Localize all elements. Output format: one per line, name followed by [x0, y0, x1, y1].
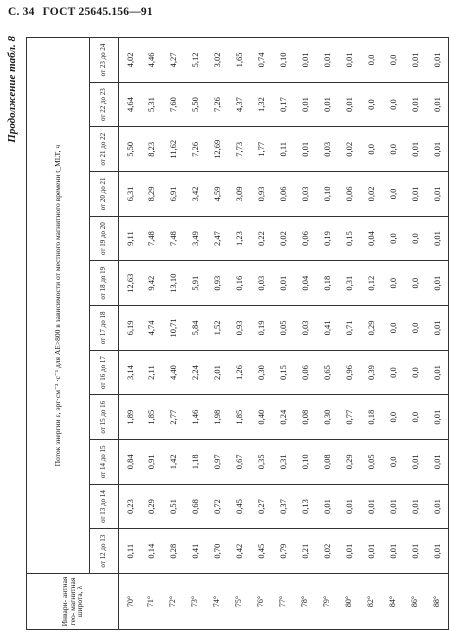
flux-value-cell: 7,48 — [163, 216, 185, 261]
flux-value-cell: 0,77 — [339, 395, 361, 440]
flux-value-cell: 8,23 — [141, 127, 163, 172]
flux-value-cell: 0,01 — [405, 172, 427, 217]
flux-value-cell: 0,84 — [119, 440, 141, 485]
page-header — [8, 6, 153, 18]
flux-value-cell: 0,01 — [427, 38, 449, 83]
flux-value-cell: 0,93 — [251, 172, 273, 217]
flux-value-cell: 0,0 — [383, 306, 405, 351]
table-row — [229, 38, 251, 630]
flux-value-cell: 0,02 — [361, 172, 383, 217]
latitude-cell: 74° — [207, 574, 229, 630]
flux-value-cell: 0,0 — [383, 261, 405, 306]
flux-value-cell: 0,71 — [339, 306, 361, 351]
flux-value-cell: 2,77 — [163, 395, 185, 440]
column-header-row — [90, 38, 119, 630]
flux-value-cell: 0,72 — [207, 484, 229, 529]
column-header: от 20 до 21 — [90, 172, 119, 217]
latitude-cell: 86° — [405, 574, 427, 630]
flux-value-cell: 0,0 — [383, 127, 405, 172]
flux-value-cell: 0,05 — [361, 440, 383, 485]
flux-value-cell: 0,21 — [295, 529, 317, 574]
flux-value-cell: 7,26 — [207, 82, 229, 127]
flux-value-cell: 6,91 — [163, 172, 185, 217]
flux-value-cell: 12,63 — [119, 261, 141, 306]
flux-value-cell: 0,16 — [229, 261, 251, 306]
flux-value-cell: 0,0 — [383, 440, 405, 485]
flux-value-cell: 5,31 — [141, 82, 163, 127]
flux-value-cell: 1,85 — [141, 395, 163, 440]
flux-value-cell: 0,42 — [229, 529, 251, 574]
flux-value-cell: 4,02 — [119, 38, 141, 83]
flux-value-cell: 3,09 — [229, 172, 251, 217]
table-row — [207, 38, 229, 630]
flux-value-cell: 0,01 — [295, 38, 317, 83]
flux-value-cell: 0,04 — [295, 261, 317, 306]
flux-value-cell: 0,97 — [207, 440, 229, 485]
flux-value-cell: 8,29 — [141, 172, 163, 217]
flux-value-cell: 0,0 — [405, 395, 427, 440]
flux-value-cell: 0,01 — [405, 484, 427, 529]
flux-value-cell: 0,30 — [251, 350, 273, 395]
flux-value-cell: 0,10 — [317, 172, 339, 217]
flux-value-cell: 0,01 — [383, 484, 405, 529]
flux-value-cell: 6,19 — [119, 306, 141, 351]
flux-value-cell: 0,01 — [339, 484, 361, 529]
column-header: от 13 до 14 — [90, 484, 119, 529]
flux-value-cell: 0,01 — [405, 82, 427, 127]
flux-value-cell: 0,0 — [383, 82, 405, 127]
flux-value-cell: 0,0 — [405, 216, 427, 261]
flux-value-cell: 0,01 — [317, 38, 339, 83]
flux-value-cell: 0,28 — [163, 529, 185, 574]
flux-value-cell: 0,24 — [273, 395, 295, 440]
flux-value-cell: 0,65 — [317, 350, 339, 395]
flux-value-cell: 0,06 — [273, 172, 295, 217]
flux-value-cell: 0,01 — [427, 261, 449, 306]
flux-value-cell: 2,11 — [141, 350, 163, 395]
column-header: от 12 до 13 — [90, 529, 119, 574]
flux-value-cell: 0,01 — [427, 82, 449, 127]
flux-value-cell: 0,03 — [317, 127, 339, 172]
flux-value-cell: 4,27 — [163, 38, 185, 83]
flux-value-cell: 0,96 — [339, 350, 361, 395]
column-header: от 17 до 18 — [90, 306, 119, 351]
flux-value-cell: 0,13 — [295, 484, 317, 529]
flux-value-cell: 4,64 — [119, 82, 141, 127]
flux-value-cell: 0,22 — [251, 216, 273, 261]
flux-value-cell: 0,01 — [427, 350, 449, 395]
flux-value-cell: 0,01 — [427, 529, 449, 574]
latitude-cell: 79° — [317, 574, 339, 630]
flux-value-cell: 1,26 — [229, 350, 251, 395]
flux-value-cell: 0,93 — [229, 306, 251, 351]
flux-value-cell: 0,01 — [427, 306, 449, 351]
flux-value-cell: 0,08 — [295, 395, 317, 440]
flux-value-cell: 0,01 — [405, 529, 427, 574]
flux-value-cell: 0,79 — [273, 529, 295, 574]
table-row — [141, 38, 163, 630]
table-row — [339, 38, 361, 630]
flux-value-cell: 0,29 — [339, 440, 361, 485]
flux-value-cell: 4,40 — [163, 350, 185, 395]
flux-value-cell: 5,50 — [119, 127, 141, 172]
flux-value-cell: 0,01 — [317, 484, 339, 529]
flux-value-cell: 0,0 — [361, 82, 383, 127]
flux-value-cell: 9,42 — [141, 261, 163, 306]
column-header: от 22 до 23 — [90, 82, 119, 127]
flux-value-cell: 0,06 — [295, 350, 317, 395]
flux-value-cell: 1,42 — [163, 440, 185, 485]
flux-value-cell: 0,03 — [251, 261, 273, 306]
latitude-cell: 77° — [273, 574, 295, 630]
flux-header: Поток энергии ε, эрг·см⁻² ·с⁻¹ для AE>800 в зависимости от местного магнитного времени t_MLT, ч — [27, 38, 90, 574]
flux-value-cell: 1,98 — [207, 395, 229, 440]
flux-value-cell: 0,0 — [405, 350, 427, 395]
flux-value-cell: 0,27 — [251, 484, 273, 529]
latitude-cell: 82° — [361, 574, 383, 630]
flux-value-cell: 0,06 — [295, 216, 317, 261]
flux-value-cell: 0,0 — [361, 127, 383, 172]
column-header: от 15 до 16 — [90, 395, 119, 440]
flux-value-cell: 0,31 — [273, 440, 295, 485]
flux-value-cell: 0,19 — [251, 306, 273, 351]
flux-value-cell: 3,02 — [207, 38, 229, 83]
flux-value-cell: 0,0 — [383, 172, 405, 217]
flux-value-cell: 0,67 — [229, 440, 251, 485]
flux-value-cell: 0,23 — [119, 484, 141, 529]
column-header: от 23 до 24 — [90, 38, 119, 83]
flux-value-cell: 0,74 — [251, 38, 273, 83]
table-row — [185, 38, 207, 630]
flux-value-cell: 7,26 — [185, 127, 207, 172]
flux-value-cell: 0,01 — [427, 484, 449, 529]
flux-value-cell: 0,01 — [317, 82, 339, 127]
flux-value-cell: 6,31 — [119, 172, 141, 217]
flux-value-cell: 0,40 — [251, 395, 273, 440]
flux-value-cell: 0,12 — [361, 261, 383, 306]
flux-value-cell: 0,03 — [295, 306, 317, 351]
flux-value-cell: 1,32 — [251, 82, 273, 127]
flux-value-cell: 5,84 — [185, 306, 207, 351]
flux-value-cell: 5,91 — [185, 261, 207, 306]
flux-value-cell: 0,51 — [163, 484, 185, 529]
flux-value-cell: 0,01 — [361, 529, 383, 574]
flux-value-cell: 0,01 — [383, 529, 405, 574]
flux-value-cell: 0,19 — [317, 216, 339, 261]
flux-value-cell: 4,46 — [141, 38, 163, 83]
flux-value-cell: 0,02 — [317, 529, 339, 574]
flux-value-cell: 1,46 — [185, 395, 207, 440]
table-row — [119, 38, 141, 630]
latitude-cell: 84° — [383, 574, 405, 630]
flux-value-cell: 0,15 — [273, 350, 295, 395]
flux-value-cell: 1,65 — [229, 38, 251, 83]
column-header: от 19 до 20 — [90, 216, 119, 261]
table-row — [273, 38, 295, 630]
flux-value-cell: 0,14 — [141, 529, 163, 574]
latitude-cell: 72° — [163, 574, 185, 630]
latitude-cell: 71° — [141, 574, 163, 630]
flux-value-cell: 0,17 — [273, 82, 295, 127]
flux-value-cell: 0,41 — [185, 529, 207, 574]
flux-value-cell: 0,01 — [427, 172, 449, 217]
flux-value-cell: 0,01 — [427, 440, 449, 485]
column-header: от 16 до 17 — [90, 350, 119, 395]
table-row — [317, 38, 339, 630]
flux-value-cell: 0,01 — [339, 82, 361, 127]
flux-value-cell: 0,29 — [361, 306, 383, 351]
flux-value-cell: 0,03 — [295, 172, 317, 217]
flux-value-cell: 0,05 — [273, 306, 295, 351]
rotated-table-area — [6, 30, 442, 630]
flux-value-cell: 0,01 — [427, 216, 449, 261]
flux-value-cell: 0,01 — [339, 529, 361, 574]
flux-value-cell: 0,01 — [339, 38, 361, 83]
flux-value-cell: 0,11 — [273, 127, 295, 172]
flux-value-cell: 3,42 — [185, 172, 207, 217]
flux-value-cell: 1,77 — [251, 127, 273, 172]
flux-value-cell: 0,0 — [361, 38, 383, 83]
flux-value-cell: 0,02 — [339, 127, 361, 172]
flux-value-cell: 0,41 — [317, 306, 339, 351]
flux-value-cell: 2,24 — [185, 350, 207, 395]
flux-value-cell: 2,01 — [207, 350, 229, 395]
flux-value-cell: 0,45 — [251, 529, 273, 574]
flux-value-cell: 0,0 — [383, 38, 405, 83]
flux-value-cell: 4,37 — [229, 82, 251, 127]
flux-value-cell: 1,23 — [229, 216, 251, 261]
flux-value-cell: 1,85 — [229, 395, 251, 440]
flux-value-cell: 12,69 — [207, 127, 229, 172]
flux-value-cell: 0,0 — [383, 350, 405, 395]
table-row — [405, 38, 427, 630]
latitude-header: Инвари- антная гео- магнитная широта, λ — [27, 574, 119, 630]
flux-value-cell: 0,01 — [405, 38, 427, 83]
flux-value-cell: 0,11 — [119, 529, 141, 574]
flux-value-cell: 11,62 — [163, 127, 185, 172]
flux-value-cell: 3,49 — [185, 216, 207, 261]
flux-value-cell: 9,11 — [119, 216, 141, 261]
standard-code: ГОСТ 25645.156—91 — [42, 6, 153, 18]
latitude-cell: 73° — [185, 574, 207, 630]
flux-value-cell: 0,15 — [339, 216, 361, 261]
flux-value-cell: 0,01 — [273, 261, 295, 306]
flux-value-cell: 5,50 — [185, 82, 207, 127]
flux-value-cell: 7,73 — [229, 127, 251, 172]
flux-value-cell: 0,0 — [405, 306, 427, 351]
flux-value-cell: 0,18 — [317, 261, 339, 306]
flux-value-cell: 0,93 — [207, 261, 229, 306]
flux-value-cell: 0,68 — [185, 484, 207, 529]
latitude-cell: 80° — [339, 574, 361, 630]
flux-value-cell: 0,35 — [251, 440, 273, 485]
flux-value-cell: 0,06 — [339, 172, 361, 217]
flux-value-cell: 7,48 — [141, 216, 163, 261]
flux-value-cell: 7,60 — [163, 82, 185, 127]
flux-value-cell: 0,08 — [317, 440, 339, 485]
flux-value-cell: 0,01 — [405, 440, 427, 485]
flux-value-cell: 3,14 — [119, 350, 141, 395]
flux-value-cell: 0,01 — [405, 127, 427, 172]
table-row — [361, 38, 383, 630]
flux-value-cell: 0,0 — [383, 216, 405, 261]
flux-value-cell: 0,70 — [207, 529, 229, 574]
flux-value-cell: 0,01 — [427, 395, 449, 440]
flux-value-cell: 5,12 — [185, 38, 207, 83]
flux-value-cell: 0,0 — [383, 395, 405, 440]
flux-value-cell: 0,10 — [295, 440, 317, 485]
flux-value-cell: 1,52 — [207, 306, 229, 351]
latitude-cell: 75° — [229, 574, 251, 630]
table-continuation-caption: Продолжение табл. 8 — [6, 36, 18, 143]
latitude-cell: 76° — [251, 574, 273, 630]
flux-value-cell: 0,02 — [273, 216, 295, 261]
flux-value-cell: 0,01 — [295, 127, 317, 172]
flux-value-cell: 0,10 — [273, 38, 295, 83]
flux-value-cell: 0,0 — [405, 261, 427, 306]
table-row — [251, 38, 273, 630]
table-row — [427, 38, 449, 630]
flux-value-cell: 0,39 — [361, 350, 383, 395]
table-row — [163, 38, 185, 630]
flux-value-cell: 13,10 — [163, 261, 185, 306]
flux-value-cell: 0,37 — [273, 484, 295, 529]
flux-value-cell: 0,01 — [361, 484, 383, 529]
flux-table — [26, 37, 449, 630]
flux-value-cell: 0,18 — [361, 395, 383, 440]
flux-value-cell: 0,29 — [141, 484, 163, 529]
table-row — [383, 38, 405, 630]
flux-value-cell: 1,18 — [185, 440, 207, 485]
flux-value-cell: 4,74 — [141, 306, 163, 351]
flux-value-cell: 4,59 — [207, 172, 229, 217]
flux-value-cell: 0,91 — [141, 440, 163, 485]
column-header: от 14 до 15 — [90, 440, 119, 485]
flux-value-cell: 0,04 — [361, 216, 383, 261]
flux-value-cell: 0,30 — [317, 395, 339, 440]
flux-value-cell: 2,47 — [207, 216, 229, 261]
page-number: С. 34 — [8, 6, 35, 18]
latitude-cell: 70° — [119, 574, 141, 630]
latitude-cell: 78° — [295, 574, 317, 630]
flux-value-cell: 1,89 — [119, 395, 141, 440]
column-header: от 18 до 19 — [90, 261, 119, 306]
flux-value-cell: 0,01 — [295, 82, 317, 127]
table-body — [119, 38, 449, 630]
table-row — [295, 38, 317, 630]
flux-value-cell: 10,71 — [163, 306, 185, 351]
flux-value-cell: 0,31 — [339, 261, 361, 306]
column-header: от 21 до 22 — [90, 127, 119, 172]
flux-value-cell: 0,01 — [427, 127, 449, 172]
flux-value-cell: 0,45 — [229, 484, 251, 529]
latitude-cell: 88° — [427, 574, 449, 630]
